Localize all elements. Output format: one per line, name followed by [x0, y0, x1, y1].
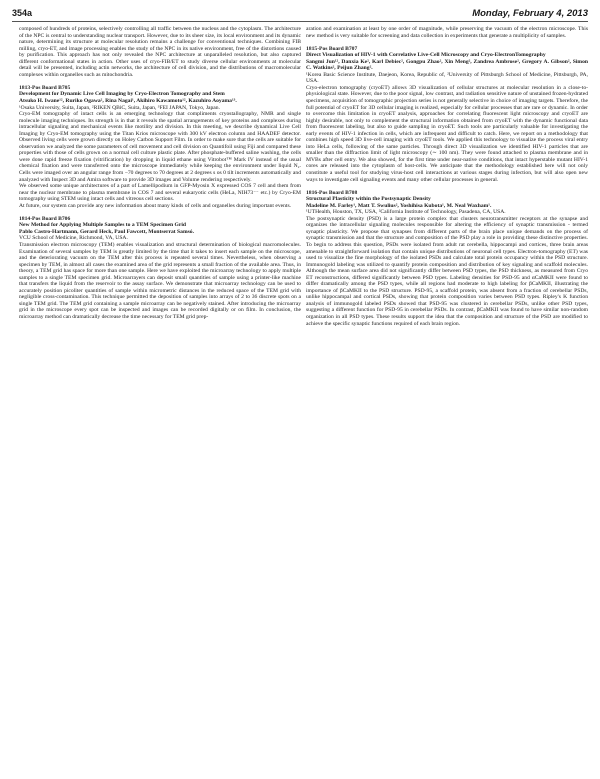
abstract-continuation: [306, 26, 588, 39]
abstract: [306, 46, 588, 183]
abstract-number: 1813-Pos Board B705: [19, 84, 71, 91]
abstract-paragraph: At future, our system can provide any new information about many kinds of cells and organelles during important events.: [19, 202, 292, 209]
abstract: [306, 190, 588, 327]
abstract-number: 1815-Pos Board B707: [306, 45, 358, 52]
abstract-body: [306, 26, 588, 39]
abstract-affiliation: VCU School of Medicine, Richmond, VA, USA.: [19, 235, 128, 242]
abstract-affiliation: ¹Osaka University, Suita, Japan, ²RIKEN QBiC, Suita, Japan, ³FEI JAPAN, Tokyo, Japan.: [19, 104, 220, 111]
left-column: [19, 26, 301, 327]
abstract-title: Direct Visualization of HIV-1 with Correlative Live-Cell Microscopy and Cryo-ElectronTomography: [306, 52, 546, 59]
abstract-authors: Sangmi Jun¹², Danxia Ke², Karl Debiec², Gongpu Zhao², Xin Meng², Zandrea Ambrose², Gregory A. Gibson², Simon C. Watkins², Peijun Zhang².: [306, 58, 588, 72]
abstract-authors: Atsuko H. Iwane¹², Ruriko Ogawa², Rina Nagai¹, Akihiro Kawamoto¹², Kazuhiro Aoyama¹³.: [19, 97, 237, 104]
page-number: 354a: [12, 8, 33, 18]
abstract-paragraph: The postsynaptic density (PSD) is a large protein complex that clusters neurotransmitter receptors at the synapse and organizes the intracellular signaling molecules responsible for altering the efficiency of synaptic transmission - termed synaptic plasticity. We propose that synapses from different parts of the brain place unique demands on the process of synaptic transmission and that the structure and composition of the PSD play a role in providing these distinctive properties. To begin to address this question, PSDs were isolated from adult rat cerebella, hippocampi and cortices, three brain areas amenable to straightforward isolation that contain unique distributions of neuronal cell types. Electron-tomography (ET) was used to visualize the fine morphology of the isolated PSDs and calculate total protein occupancy within the PSD structure. Immunogold labeling was utilized to quantify protein composition and distribution of key signaling and scaffold molecules. Although the mean surface area did not significantly differ between PSD types, the PSD thickness, as measured from Cryo ET reconstructions, differed significantly between PSD types. Labeling densities for PSD-95 and αCaMKII were found to differ dramatically among the PSD types, while all regions had moderate to high labeling for βCaMKII, illustrating the importance of βCaMKII to the PSD structure. PSD-95, a scaffold protein, was absent from a fraction of cerebellar PSDs, unlike hippocampal and cortical PSDs, showing that protein composition varies between PSD types. Ripley's K function analysis of immunogold labeled PSDs showed that PSD-95 was clustered in cerebellar PSDs, unlike other PSD types, suggesting a different function for PSD-95 in cerebellar PSDs. In contrast, βCaMKII was found to have similar non-random organization in all PSD types. These results support the idea that the composition and structure of the PSD are modified to achieve the specific synaptic functions required of each brain region.: [306, 215, 588, 327]
abstract-title: Structural Plasticity within the Postsynaptic Density: [306, 196, 431, 203]
abstract-paragraph: Cryo-EM tomography of intact cells is an emerging technology that compliments cryostallography, NMR and single molecule imaging techniques. Its strength is in that it reveals the spatial arrangements of key proteins and complexes during intracellular signaling and mechanical events like motility and division. In this meeting, we describe dynamical Live Cell Imaging by Cryo-EM tomography using the Titan Krios microscope with 300 kV electron column and HAADEF detector. Observed living cells were grown directly on Holey Carbon Support Film. In order to make sure that the cells are suitable for observation we analyzed the some parameters of cell movement and cell division on Quantifoil using Fiji and compared these properties with those of cells grown on a normal cell culture plastic plate. After phosphate-buffered saline washing, the cells were done rapid freeze fixation (vitrification) by dropping in liquid ethane using Vitrobot™ Mark IV instead of the usual chemical fixation and were transferred onto the microscope immediately while keeping the environment under liquid N₂. Cells were imaged over an angular range from −70 degrees to 70 degrees at 2 degrees s os 0 tilt increments automatically and analyzed with Inspect 3D and Amira software to provide 3D images and Volume rendering respectively.: [19, 111, 301, 183]
abstract-affiliation: ¹UTHealth, Houston, TX, USA, ²California Institute of Technology, Pasadena, CA, USA.: [306, 209, 506, 216]
abstract-title: New Method for Applying Multiple Samples to a TEM Specimen Grid: [19, 222, 186, 229]
abstract-body: [19, 26, 301, 78]
abstract-paragraph: We observed some unique architectures of a part of Lamellipodium in GFP-Myosin X expressed COS 7 cell and them from near the nuclear membrane to plasma membrane in COS 7 and several eukaryotic cells (HeLa, NIH73⋯ etc.) by Cryo-EM tomography using STEM using intact cells and vitreous cell sections.: [19, 183, 301, 203]
abstract-body: [306, 85, 588, 183]
abstract-authors: Madeline M. Farley¹, Matt T. Swulius², Yoshihisa Kubota¹, M. Neal Waxham¹.: [306, 202, 492, 209]
header-rule: [12, 21, 588, 22]
abstract-affiliation: ¹Korea Basic Science Institute, Daejeon, Korea, Republic of, ²University of Pittsburgh School of Medicine, Pittsburgh, PA, USA.: [306, 71, 588, 85]
abstract-paragraph: aration and examination at least by one order of magnitude, while preserving the vacuum of the electron microscope. This new method is very suitable for screening and data collection in experiments that generate a multiplicity of samples.: [306, 26, 588, 39]
abstract-number: 1814-Pos Board B706: [19, 215, 71, 222]
abstract-title: Development for Dynamic Live Cell Imaging by Cryo-Electron Tomography and Stem: [19, 91, 225, 98]
abstract: [19, 85, 301, 209]
abstract-paragraph: composed of hundreds of proteins, selectively controlling all traffic between the nucleus and the cytoplasm. The architecture of the NPC is central to understanding nuclear transport. However, due to its sheer size, its local environment and its dynamic nature, determining its structure at molecular resolution remains a challenge for conventional techniques. Combining FIB milling, cryo-ET, and image processing enables the study of the NPC in its native environment, free of the distortions caused by purification. This approach has not only revealed the NPC architecture at unparalleled resolution, but also captured different conformational states in action. Other uses of cryo-FIB/ET to study diverse cellular environments at molecular detail will be presented, including actin networks, the architecture of cell division, and the distributions of macromolecular complexes within organelles such as mitochondria.: [19, 26, 301, 78]
abstract-continuation: [19, 26, 301, 78]
abstract-paragraph: Cryo-electron tomography (cryoET) allows 3D visualization of cellular structures at molecular resolution in a close-to-physiological state. However, due to the poor signal, low contrast, and radiation sensitive nature of unstained frozen-hydrated specimens, acquisition of tomographic projection series is not generally selective in choice of imaging targets. Therefore, the full potential of cryoET for 3D cellular imaging is realized, especially for cellular processes that are rare or dynamic. In order to overcome this limitation in cryoET analysis, approaches for correlating fluorescent light microscopy and cryoET are highly desirable, not only to complement the structural information obtained from cryoET with the dynamic functional data from fluorescent labeling, but also to guide sampling in cryoET. Such tools are particularly valuable for investigating the early events of HIV-1 infection in cells, which are infrequent and difficult to catch. Here, we report on a methodology that combines high speed 3D live-cell imaging with cryoET tools. We applied this technology to visualize the process viral entry into HeLa cells, following of the same particles. Through direct 3D visualization we identified HIV-1 particles that are smaller than the diffraction limit of light microscopy (∼ 100 nm). They were found attached to plasma membrane and in MVBs after cell entry. We also showed, for the first time under near-native conditions, that intact hyperstable mutant HIV-1 cores are released into the cytoplasm of host-cells. We anticipate that the methodology established here will not only constitute a useful tool for studying virus-host cell interactions at various stages during infection, but will also open new ways to investigate cell signaling events and many other cellular processes in general.: [306, 84, 588, 183]
abstract-body: [19, 111, 301, 209]
abstract-authors: Pablo Castro-Hartmann, Gerard Heck, Paul Fawcett, Montserrat Samsó.: [19, 228, 194, 235]
abstract-body: [19, 242, 301, 321]
right-column: [306, 26, 588, 334]
abstract-paragraph: Transmission electron microscopy (TEM) enables visualization and structural determination of biological macromolecules. Examination of several samples by TEM is greatly limited by the time that it takes to insert each sample on the microscope, and the deteriorating vacuum on the TEM after this process is repeated several times. Nevertheless, when observing a specimen by TEM, in almost all cases the examined area of the grid represents a small fraction of the available area. Thus, in theory, a TEM grid has space for more than one sample. Here we have exploited the microarray technology to apply multiple samples to a single TEM specimen grid. Microarrayers can deposit small quantities of sample using a printer-like machine that transfers the liquid from the reservoir to the assay surface. We demonstrate that microarray technology can be used to accurately position picoliter quantities of sample within micrometric distances in the reduced space of the TEM grid with negligible cross-contamination. This technique permitted the deposition of samples into arrays of 2 to 36 discrete spots on a single TEM grid. The TEM grid containing a sample microarray can be negatively stained. After introducing the microarray grid in the microscope every spot can be inspected and images can be recorded digitally or on film. In conclusion, the microarray method can dramatically decrease the time necessary for TEM grid prep-: [19, 241, 301, 320]
abstract-body: [306, 216, 588, 327]
running-date-header: Monday, February 4, 2013: [472, 8, 588, 19]
abstract-number: 1816-Pos Board B708: [306, 189, 358, 196]
abstract: [19, 216, 301, 321]
